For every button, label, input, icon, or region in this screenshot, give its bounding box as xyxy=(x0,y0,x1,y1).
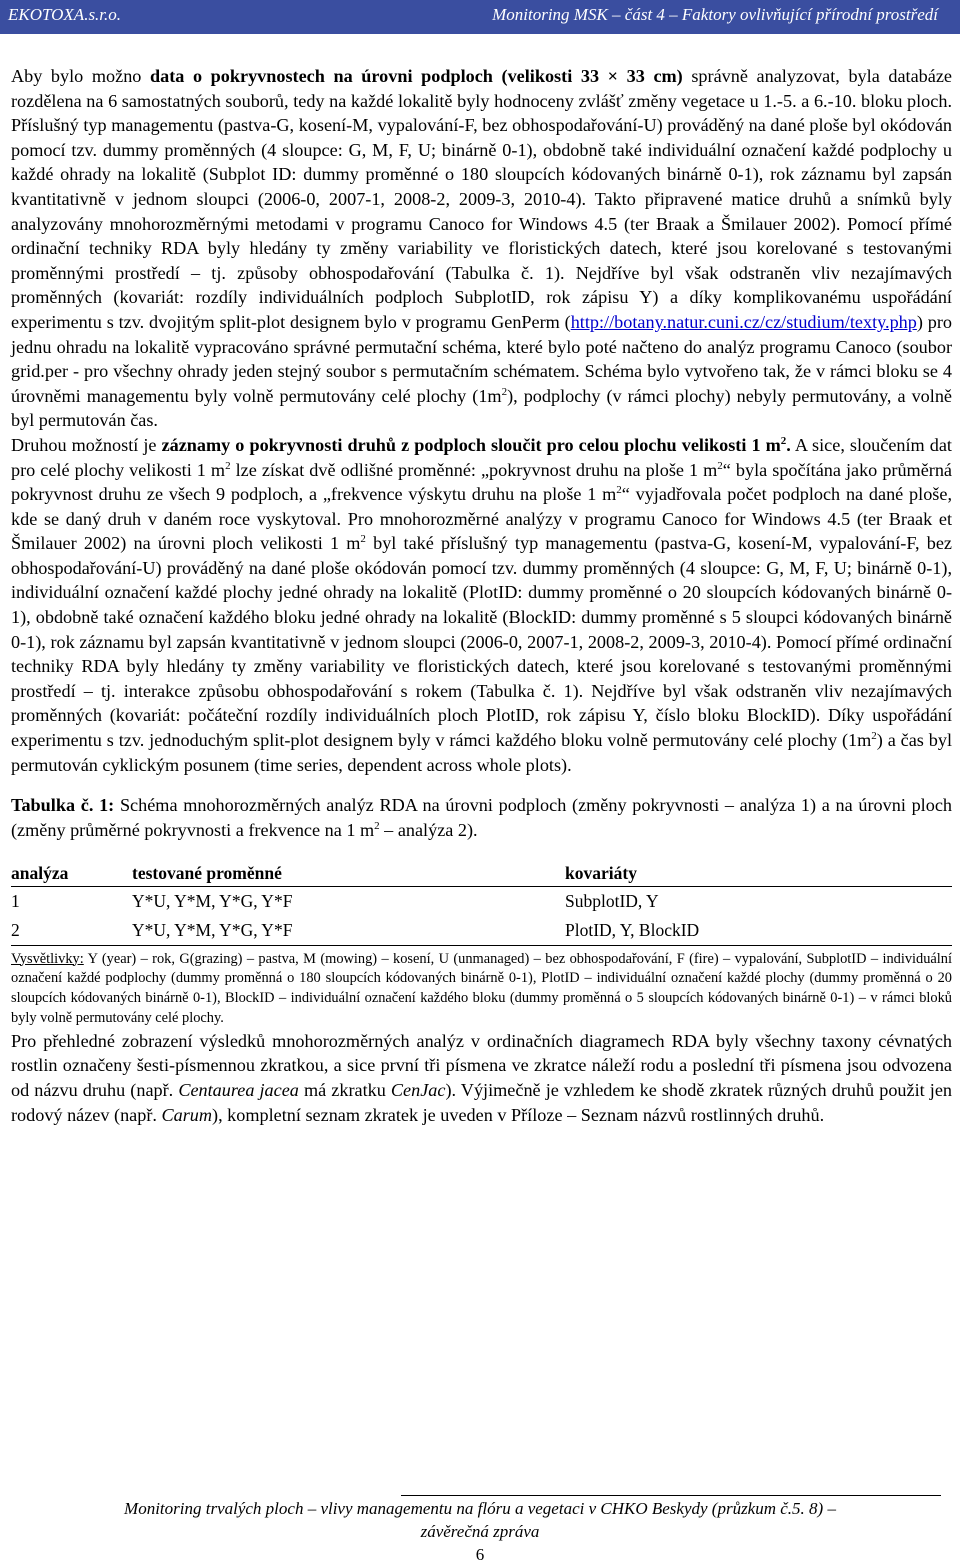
text-span: A sice, sloučením dat pro celé plochy velikosti 1 m xyxy=(11,434,952,480)
note-label: Vysvětlivky: xyxy=(11,950,84,967)
text-span: ), kompletní seznam zkratek je uveden v Příloze – Seznam názvů rostlinných druhů. xyxy=(212,1104,825,1125)
italic-genus-name: Carum xyxy=(161,1104,213,1125)
footer-title: Monitoring trvalých ploch – vlivy managementu na flóru a vegetaci v CHKO Beskydy (průzkum č.5. 8) – xyxy=(124,1499,836,1518)
text-span: lze získat dvě odlišné proměnné: „pokryvnost druhu na ploše 1 m xyxy=(230,459,718,480)
text-span: “ byla spočítána jako průměrná pokryvnost druhu ze všech 9 podploch, a „frekvence výskytu druhu na ploše 1 m xyxy=(11,459,952,505)
italic-species-name: Centaurea jacea xyxy=(178,1079,299,1100)
text-span: Druhou možností je xyxy=(11,434,162,455)
italic-abbreviation: CenJac xyxy=(390,1079,446,1100)
superscript: 2 xyxy=(225,459,231,472)
superscript: 2 xyxy=(780,434,787,447)
column-header: kovariáty xyxy=(565,861,952,887)
genperm-link[interactable]: http://botany.natur.cuni.cz/cz/studium/texty.php xyxy=(570,311,917,332)
bold-text: data o pokryvnostech na úrovni podploch (velikosti 33 × 33 cm) xyxy=(150,66,683,86)
text-span: záznamy o pokryvnosti druhů z podploch sloučit pro celou plochu velikosti 1 m xyxy=(161,434,781,455)
text-span: ). Výjimečně je vzhledem ke shodě zkratek různých druhů použit jen rodový název (např. xyxy=(11,1079,952,1125)
column-header: analýza xyxy=(11,861,132,887)
table-row xyxy=(11,916,952,946)
superscript: 2 xyxy=(616,484,622,497)
text-span: Schéma mnohorozměrných analýz RDA na úrovni podploch (změny pokryvnosti – analýza 1) a na úrovni ploch (změny průměrné pokryvnosti a frekvence na 1 m xyxy=(11,795,952,840)
text-span: “ vyjadřovala počet podploch na dané ploše, kde se daný druh v daném roce vyskytoval. Pro mnohorozměrné analýzy v programu Canoco for Windows 4.5 (ter Braak et Šmilauer 2002) na úrovni ploch velikosti 1 m xyxy=(11,484,952,554)
analysis-table xyxy=(11,861,952,946)
superscript: 2 xyxy=(501,385,508,398)
table-header-row xyxy=(11,861,952,887)
table-cell: PlotID, Y, BlockID xyxy=(565,916,952,946)
text-span: má zkratku xyxy=(298,1079,391,1100)
header-company: EKOTOXA.s.r.o. xyxy=(8,5,122,24)
table-cell: SubplotID, Y xyxy=(565,890,659,911)
paragraph-plot-analysis xyxy=(11,433,952,777)
bold-text xyxy=(162,435,791,455)
header-document-title: Monitoring MSK – část 4 – Faktory ovlivňující přírodní prostředí xyxy=(492,5,938,24)
text-span: Aby bylo možno xyxy=(11,66,150,86)
page-header xyxy=(0,0,960,34)
table-note xyxy=(11,950,952,1029)
paragraph-abbreviations xyxy=(11,1029,952,1127)
column-header: testované proměnné xyxy=(132,861,565,887)
table-cell: 1 xyxy=(11,890,20,911)
text-span: Pro přehledné zobrazení výsledků mnohorozměrných analýz v ordinačních diagramech RDA byly všechny taxony cévnatých rostlin označeny šesti-písmennou zkratkou, a sice první tři písmena ve zkratce náleží rodu a poslední tři písmena jsou odvozena od názvu druhu (např. xyxy=(11,1030,952,1100)
text-span: ) a čas byl permutován cyklickým posunem (time series, dependent across whole plots). xyxy=(11,730,952,775)
text-span: byl také příslušný typ managementu (pastva-G, kosení-M, vypalování-F, bez obhospodařování-U) prováděný na dané ploše okódován pomocí tzv. dummy proměnných (4 sloupce: G, M, F, U; binárně 0-1), individuální označení každé plochy jedné ohrady na lokalitě (PlotID: dummy proměnné o 20 sloupcích kódovaných binárně 0-1), obdobně také označení každého bloku jedné ohrady na lokalitě (BlockID: dummy proměnné s 5 sloupci kódovaných binárně 0-1), rok záznamu byl zapsán kvantitativně v jednom sloupci (2006-0, 2007-1, 2008-2, 2009-3, 2010-4). Pomocí přímé ordinační techniky RDA byly hledány ty změny variability ve floristických datech, které jsou korelované s testovanými proměnnými prostředí – tj. interakce způsobu obhospodařování s rokem (Tabulka č. 1). Nejdříve byl však odstraněn vliv nezajímavých proměnných (kovariát: počáteční rozdíly individuálních ploch PlotID, rok zápisu Y, číslo bloku BlockID). Díky uspořádání experimentu s tzv. jednoduchým split-plot designem byly v rámci každého bloku volně permutovány celé plochy (1m xyxy=(11,533,952,751)
paragraph-subplot-analysis xyxy=(11,64,952,433)
table-cell: Y*U, Y*M, Y*G, Y*F xyxy=(132,890,293,911)
superscript: 2 xyxy=(871,729,877,742)
text-span: – analýza 2). xyxy=(379,819,478,840)
text-span: Y (year) – rok, G(grazing) – pastva, M (mowing) – kosení, U (unmanaged) – bez obhospodařování, F (fire) – vypalování, SubplotID – individuální označení každé podplochy (dummy proměnná o 180 sloupcích kódovaných binárně 0-1), PlotID – individuální označení každé plochy (dummy proměnná o 20 sloupcích kódovaných binárně 0-1), BlockID – individuální označení každého bloku (dummy proměnná o 5 sloupcích kódovaných binárně 0-1) – v rámci bloků byly volně permutovány celé plochy. xyxy=(11,950,952,1026)
table-cell: Y*U, Y*M, Y*G, Y*F xyxy=(132,916,565,946)
table-row xyxy=(11,886,952,916)
table-caption xyxy=(11,793,952,842)
superscript: 2 xyxy=(374,819,380,832)
page-footer xyxy=(0,1497,960,1543)
text-span: . xyxy=(786,434,791,455)
caption-label: Tabulka č. 1: xyxy=(11,795,115,816)
footer-divider xyxy=(401,1495,941,1496)
table-cell: 2 xyxy=(11,916,132,946)
superscript: 2 xyxy=(360,533,366,546)
footer-subtitle: závěrečná zpráva xyxy=(420,1522,540,1541)
superscript: 2 xyxy=(717,459,723,472)
document-body xyxy=(11,64,952,1127)
text-span: správně analyzovat, byla databáze rozdělena na 6 samostatných souborů, tedy na každé lokalitě byly hodnoceny zvlášť změny vegetace u 1.-5. a 6.-10. bloku ploch. Příslušný typ managementu (pastva-G, kosení-M, vypalování-F, bez obhospodařování-U) prováděný na dané ploše byl okódován pomocí tzv. dummy proměnných (4 sloupce: G, M, F, U; binárně 0-1), obdobně také individuální označení každé podplochy u každé ohrady na lokalitě (Subplot ID: dummy proměnné o 180 sloupcích kódovaných binárně 0-1), rok záznamu byl zapsán kvantitativně v jednom sloupci (2006-0, 2007-1, 2008-2, 2009-3, 2010-4). Takto připravené matice druhů a snímků byly analyzovány mnohorozměrnými metodami v programu Canoco for Windows 4.5 (ter Braak a Šmilauer 2002). Pomocí přímé ordinační techniky RDA byly hledány ty změny variability ve floristických datech, které jsou korelované s testovanými proměnnými prostředí – tj. způsoby obhospodařování (Tabulka č. 1). Nejdříve byl však odstraněn vliv nezajímavých proměnných (kovariát: rozdíly individuálních podploch SubplotID, rok zápisu Y) a díky komplikovanému uspořádání experimentu s tzv. dvojitým split-plot designem bylo v programu GenPerm ( xyxy=(11,66,952,332)
text-span: ), podplochy (v rámci plochy) nebyly permutovány, a volně byl permutován čas. xyxy=(11,385,952,431)
page-number: 6 xyxy=(475,1545,485,1564)
text-span: ) pro jednu ohradu na lokalitě vypracováno správné permutační schéma, které bylo poté načteno do analýz programu Canoco (soubor grid.per - pro všechny ohrady jeden stejný soubor s permutačním schématem. Schéma bylo vytvořeno tak, že v rámci bloku se 4 úrovněmi managementu byly volně permutovány celé plochy (1m xyxy=(11,311,952,406)
